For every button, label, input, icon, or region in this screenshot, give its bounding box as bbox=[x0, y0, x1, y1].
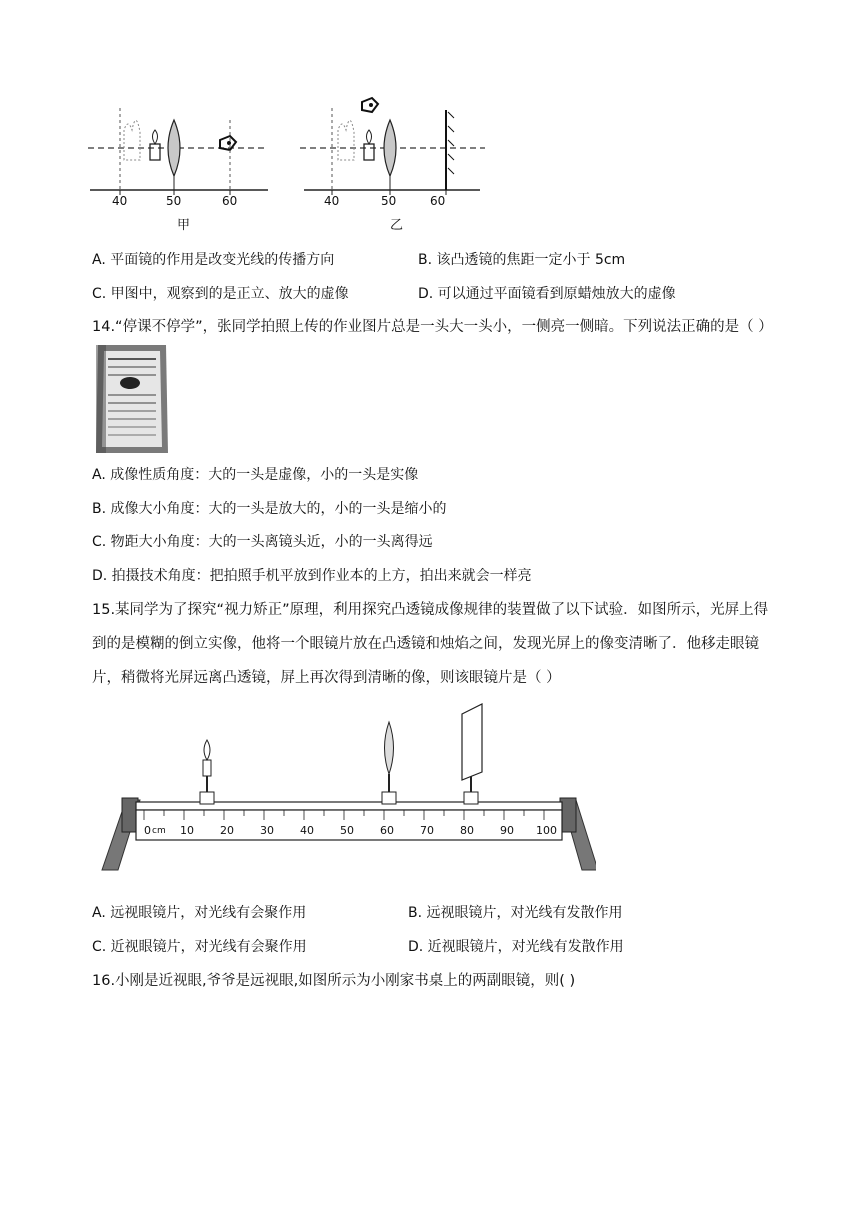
bench-tick-80: 80 bbox=[460, 824, 474, 837]
bench-tick-0: 0 bbox=[144, 824, 151, 837]
q15-option-a: A. 远视眼镜片，对光线有会聚作用 bbox=[92, 905, 307, 921]
q13-option-a: A. 平面镜的作用是改变光线的传播方向 bbox=[92, 252, 335, 268]
q16-stem: 16.小刚是近视眼,爷爷是远视眼,如图所示为小刚家书桌上的两副眼镜，则( ) bbox=[92, 973, 576, 989]
homework-photo bbox=[94, 343, 170, 455]
q15-option-c: C. 近视眼镜片，对光线有会聚作用 bbox=[92, 939, 307, 955]
figure-yi bbox=[300, 90, 500, 230]
q15-stem-line1: 15.某同学为了探究“视力矫正”原理，利用探究凸透镜成像规律的装置做了以下试验．如图所示，光屏上得 bbox=[92, 602, 769, 618]
q14-option-b: B. 成像大小角度：大的一头是放大的，小的一头是缩小的 bbox=[92, 501, 447, 517]
bench-tick-30: 30 bbox=[260, 824, 274, 837]
bench-tick-10: 10 bbox=[180, 824, 194, 837]
bench-tick-20: 20 bbox=[220, 824, 234, 837]
caption-jia: 甲 bbox=[177, 218, 191, 233]
q14-stem: 14.“停课不停学”，张同学拍照上传的作业图片总是一头大一头小，一侧亮一侧暗。下列说法正确的是（ ） bbox=[92, 319, 773, 335]
bench-tick-90: 90 bbox=[500, 824, 514, 837]
bench-tick-70: 70 bbox=[420, 824, 434, 837]
q13-option-b: B. 该凸透镜的焦距一定小于 5cm bbox=[418, 252, 626, 268]
bench-unit: cm bbox=[152, 826, 166, 836]
q14-option-a: A. 成像性质角度：大的一头是虚像，小的一头是实像 bbox=[92, 467, 419, 483]
optical-bench-figure bbox=[96, 700, 596, 880]
bench-tick-50: 50 bbox=[340, 824, 354, 837]
tick-yi-40: 40 bbox=[324, 194, 340, 208]
bench-tick-100: 100 bbox=[536, 824, 557, 837]
bench-tick-60: 60 bbox=[380, 824, 394, 837]
caption-yi: 乙 bbox=[390, 218, 404, 233]
q15-option-b: B. 远视眼镜片，对光线有发散作用 bbox=[408, 905, 623, 921]
q13-option-c: C. 甲图中，观察到的是正立、放大的虚像 bbox=[92, 286, 349, 302]
figure-jia bbox=[88, 100, 278, 230]
q14-option-c: C. 物距大小角度：大的一头离镜头近，小的一头离得远 bbox=[92, 534, 433, 550]
tick-jia-60: 60 bbox=[222, 194, 238, 208]
q13-option-d: D. 可以通过平面镜看到原蜡烛放大的虚像 bbox=[418, 286, 676, 302]
tick-jia-40: 40 bbox=[112, 194, 128, 208]
q15-stem-line2: 到的是模糊的倒立实像，他将一个眼镜片放在凸透镜和烛焰之间，发现光屏上的像变清晰了．他移走眼镜 bbox=[92, 636, 759, 652]
q15-stem-line3: 片，稍微将光屏远离凸透镜，屏上再次得到清晰的像，则该眼镜片是（ ） bbox=[92, 670, 561, 686]
q14-option-d: D. 拍摄技术角度：把拍照手机平放到作业本的上方，拍出来就会一样亮 bbox=[92, 568, 532, 584]
q15-option-d: D. 近视眼镜片，对光线有发散作用 bbox=[408, 939, 624, 955]
tick-yi-60: 60 bbox=[430, 194, 446, 208]
tick-jia-50: 50 bbox=[166, 194, 182, 208]
tick-yi-50: 50 bbox=[381, 194, 397, 208]
bench-tick-40: 40 bbox=[300, 824, 314, 837]
